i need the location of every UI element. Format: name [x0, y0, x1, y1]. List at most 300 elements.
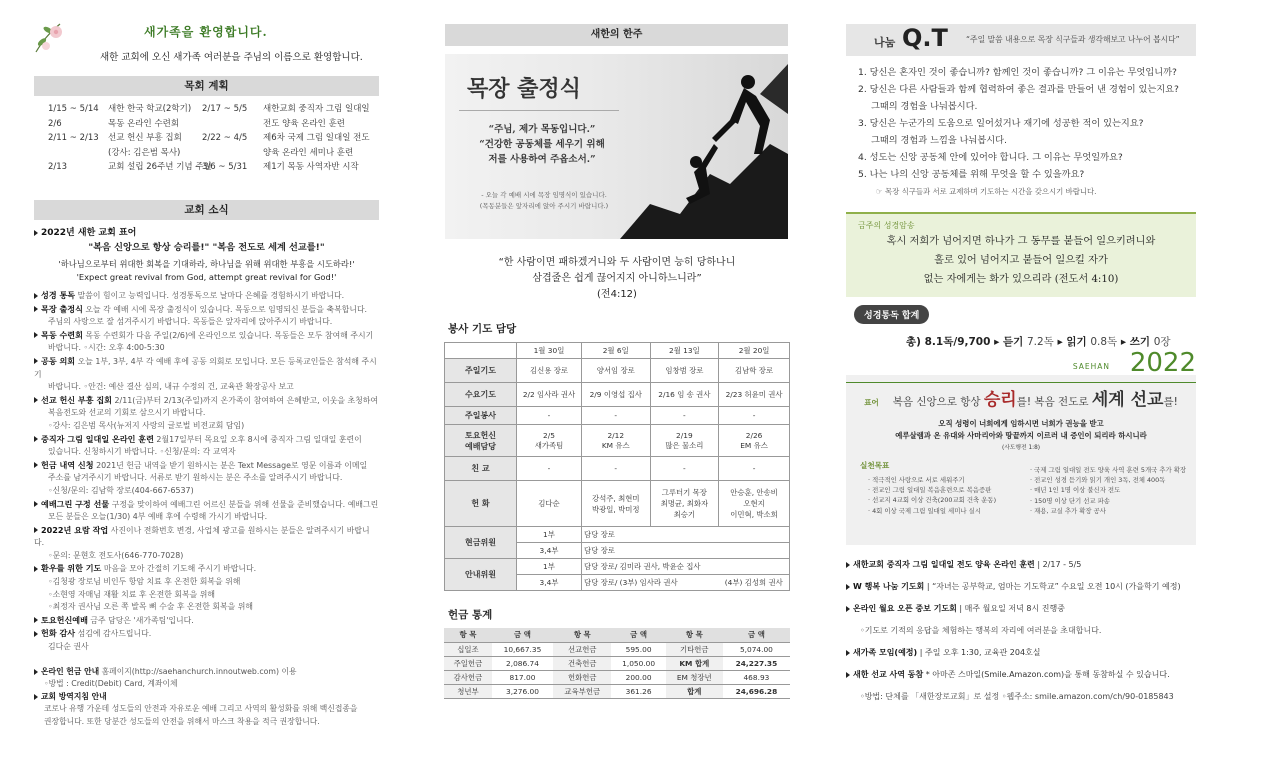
plan-cell: 2/22 ~ 4/5 — [202, 133, 248, 143]
news-item-line — [34, 614, 379, 628]
poster-quote-3: 저를 사용하여 주옵소서.” — [488, 154, 596, 165]
duty-cell: - — [581, 457, 650, 481]
poster-divider — [459, 110, 619, 111]
duty-row-label: 주일기도 — [445, 359, 517, 383]
offering-amount: 24,227.35 — [723, 656, 790, 670]
practice-goal-item: · 전교인 그림 일대일 복음훈련으로 복음증판 — [868, 486, 992, 495]
year-motto — [846, 385, 1196, 410]
middle-column — [428, 0, 800, 771]
plan-header: 목회 계획 — [34, 76, 379, 96]
year-motto-scripture-2: 예루살렘과 온 유대와 사마리아와 땅끝까지 이르러 내 증인이 되리라 하시니라 — [895, 431, 1147, 440]
year-motto-victory: 승리 — [983, 390, 1017, 410]
bullet-icon — [34, 462, 38, 468]
news-item — [34, 394, 379, 433]
duty-title: 봉사 기도 담당 — [448, 323, 517, 335]
news-item-detail: 주소를 남겨주시기 바랍니다. 서류로 받기 원하시는 분은 주소를 알려주시기 바랍니다. — [48, 473, 343, 483]
memory-verse-title: 금주의 성경암송 — [858, 221, 915, 230]
welcome-section — [34, 18, 379, 70]
news-item-detail: ◦소현영 자매님 재활 치료 후 온전한 회복을 위해 — [48, 589, 216, 599]
bullet-icon — [34, 617, 38, 623]
offering-row — [444, 670, 790, 684]
news-item-line — [34, 627, 379, 641]
duty-cell: 2/16 임 송 권사 — [650, 383, 719, 407]
year-label: SAEHAN — [1072, 362, 1110, 371]
news-item-title: 공동 의회 — [41, 355, 76, 366]
offering-header: 금 액 — [492, 628, 553, 642]
duty-cell: 양서임 장로 — [581, 359, 650, 383]
duty-row-label: 토요헌신 예배담당 — [445, 425, 517, 457]
greeter-assignee: 담당 장로 — [581, 543, 789, 559]
year-motto-part-2: 를! 복음 전도로 — [1016, 396, 1092, 408]
news-item-title: 2022년 요람 작업 — [41, 524, 109, 535]
news-item — [34, 459, 379, 498]
duty-cell: 2/9 이영섭 집사 — [581, 383, 650, 407]
offering-title: 헌금 통계 — [448, 609, 493, 621]
notice-line — [846, 603, 1280, 615]
news-item-text: 섬김에 감사드립니다. — [75, 629, 152, 639]
plan-cell: 교회 설립 26주년 기념 주일 — [108, 162, 212, 172]
offering-amount: 1,050.00 — [611, 656, 665, 670]
offering-amount: 24,696.28 — [723, 684, 790, 698]
news-item-detail: ◦신청/문의: 김남학 장로(404-667-6537) — [48, 485, 194, 495]
week-header: 새한의 한주 — [445, 24, 788, 46]
year-motto-scripture-1: 오직 성령이 너희에게 임하시면 너희가 권능을 받고 — [938, 419, 1104, 428]
motto-korean: '하나님으로부터 위대한 회복을 기대하라, 하나님을 위해 위대한 부흥을 시도하라!' — [58, 259, 355, 269]
duty-cell: 김남학 장로 — [719, 359, 790, 383]
duty-date: 2월 6일 — [581, 343, 650, 359]
usher-assignee-extra: (4부) 김성희 권사 — [719, 575, 790, 591]
usher-assignee: 담당 장로/ (3부) 임사라 권사 — [581, 575, 718, 591]
duty-date: 2월 20일 — [719, 343, 790, 359]
offering-amount: 2,086.74 — [492, 656, 553, 670]
plan-row — [34, 146, 379, 161]
notice-item — [846, 559, 1280, 571]
motto-line: "복음 신앙으로 항상 승리를!" "복음 전도로 세계 선교를!" — [88, 242, 325, 253]
duty-cell: - — [517, 407, 582, 425]
notice-line — [846, 581, 1280, 593]
news-item-title: 중직자 그림 일대일 온라인 훈련 — [41, 433, 154, 444]
plan-cell: 2/11 ~ 2/13 — [48, 133, 99, 143]
offering-row — [444, 684, 790, 698]
poster-note-2: (목동분들은 앞자리에 앉아 주시기 바랍니다.) — [479, 202, 609, 210]
duty-cell: 2/2 임사라 권사 — [517, 383, 582, 407]
offering-header: 금 액 — [611, 628, 665, 642]
qt-question-2: 2. 당신은 다른 사람들과 함께 협력하여 좋은 결과를 만들어 낸 경험이 있는지요? — [858, 84, 1179, 95]
memory-verse-box — [846, 212, 1196, 297]
offering-amount: 817.00 — [492, 670, 553, 684]
climbers-silhouette-icon — [620, 54, 788, 239]
news-item-line — [34, 303, 379, 317]
bullet-icon — [846, 650, 850, 656]
duty-row-label: 수요기도 — [445, 383, 517, 407]
news-item-detail: 있습니다. 신청하시기 바랍니다. ◦신청/문의: 각 교역자 — [48, 447, 236, 457]
bible-listen-value: 7.2독 — [1026, 336, 1054, 348]
news-item-title: 목장 출정식 — [41, 303, 83, 314]
covid-text: 코로나 유행 가운데 성도들의 안전과 자유로운 예배 그리고 사역의 활성화를 위해 백신접종을 — [44, 704, 358, 714]
duty-cell: 김다순 — [517, 481, 582, 527]
duty-cell: 강석주, 최현미 박광일, 박미정 — [581, 481, 650, 527]
offering-header: 금 액 — [723, 628, 790, 642]
duty-row — [445, 359, 790, 383]
scripture-verse — [442, 255, 792, 303]
qt-subtitle: “주일 말씀 내용으로 목장 식구들과 생각해보고 나누어 봅시다” — [966, 35, 1180, 44]
news-item-detail: 바랍니다. ◦안건: 예산 결산 심의, 내규 수정의 건, 교육관 확장공사 보고 — [48, 382, 294, 392]
offering-row — [444, 642, 790, 656]
duty-cell: 2/23 허윤미 권사 — [719, 383, 790, 407]
news-item-line — [34, 498, 379, 512]
news-item — [34, 289, 379, 303]
notice-title: 새한교회 중직자 그림 일대일 전도 양육 온라인 훈련 — [853, 560, 1035, 569]
news-items — [34, 289, 379, 654]
year-motto-mission: 세계 선교 — [1091, 390, 1164, 410]
notice-item — [846, 669, 1280, 703]
notice-line — [846, 647, 1280, 659]
offering-amount: 10,667.35 — [492, 642, 553, 656]
news-item-text: 사진이나 전화번호 변경, 사업체 광고를 원하시는 분들은 알려주시기 바랍니다. — [34, 525, 370, 548]
news-item-title: 헌화 감사 — [41, 628, 76, 639]
notice-item — [846, 603, 1280, 637]
notice-item — [846, 647, 1280, 659]
news-item-line — [34, 459, 379, 473]
bullet-icon — [34, 293, 38, 299]
bullet-icon — [34, 631, 38, 637]
news-item-text: 구정을 맞이하여 예배그린 어르신 분들을 위해 선물을 준비했습니다. 예배그린 — [109, 499, 379, 509]
usher-assignee: 담당 장로/ 김미라 권사, 박윤순 집사 — [581, 559, 718, 575]
online-offering-title: 온라인 헌금 안내 — [41, 666, 100, 676]
offering-amount: 361.26 — [611, 684, 665, 698]
practice-goal-item: · 국제 그림 일대일 전도 양육 사역 훈련 5개국 추가 확장 — [1030, 466, 1187, 474]
memory-verse-line-3: 없는 자에게는 화가 있으리라 (전도서 4:10) — [923, 274, 1119, 285]
news-item-detail: ◦최정자 권사님 오른 쪽 발목 뼈 수술 후 온전한 회복을 위해 — [48, 602, 254, 612]
news-item-text: 오늘 각 예배 시에 목장 출정식이 있습니다. 목동으로 임명되신 분들을 축복합니다. — [82, 304, 368, 314]
bible-read-value: 0.8독 — [1090, 336, 1118, 348]
duty-row — [445, 407, 790, 425]
online-offering-text: 홈페이지(http://saehanchurch.innoutweb.com) 이용 — [101, 666, 297, 676]
news-item — [34, 433, 379, 459]
news-item-line — [34, 433, 379, 447]
online-offering-method: ◦방법 : Credit(Debit) Card, 계좌이체 — [44, 679, 178, 689]
news-item-detail: 바랍니다. ◦시간: 오후 4:00-5:30 — [48, 343, 165, 353]
offering-header-row — [444, 628, 790, 642]
duty-cell: - — [719, 457, 790, 481]
plan-cell: 선교 헌신 부흥 집회 — [108, 133, 182, 143]
notice-text: * 아마존 스마일(Smile.Amazon.com)을 통해 동참하실 수 있습니다. — [923, 670, 1170, 679]
year-motto-part-1: 복음 신앙으로 항상 — [892, 396, 984, 408]
news-item-title: 예배그린 구정 선물 — [41, 498, 110, 509]
practice-goals-left — [868, 475, 1028, 516]
duty-row — [445, 383, 790, 407]
bible-write-label: ▸ 쓰기 — [1120, 336, 1151, 348]
news-item-detail: 김다순 권사 — [48, 642, 89, 652]
news-item-detail: ◦문의: 문현호 전도사(646-770-7028) — [48, 550, 184, 560]
usher-row — [445, 559, 790, 575]
plan-cell: 목동 온라인 수련회 — [108, 118, 180, 129]
plan-cell: 제6차 국제 그림 일대일 전도 — [263, 133, 370, 143]
year-number: 2022 — [1129, 348, 1196, 378]
bible-write-value: 0장 — [1153, 336, 1171, 348]
notice-text: | 주일 오후 1:30, 교육관 204호실 — [917, 648, 1041, 657]
plan-row — [34, 117, 379, 132]
bullet-icon — [34, 566, 38, 572]
duty-cell: - — [650, 407, 719, 425]
bible-reading-badge: 성경통독 합계 — [854, 305, 929, 324]
offering-row — [444, 656, 790, 670]
memory-verse-line-1: 혹시 저희가 넘어지면 하나가 그 동무를 붙들어 일으키려니와 — [886, 236, 1156, 247]
bullet-icon — [846, 606, 850, 612]
news-item-line — [34, 562, 379, 576]
verse-line-1: “한 사람이면 패하겠거니와 두 사람이면 능히 당하나니 — [498, 257, 736, 268]
duty-row — [445, 425, 790, 457]
news-header: 교회 소식 — [34, 200, 379, 220]
notice-title: 새한 선교 사역 동참 — [853, 670, 924, 679]
duty-cell: 2/26 EM 유스 — [719, 425, 790, 457]
offering-item: 청년부 — [444, 684, 492, 698]
offering-amount: 3,276.00 — [492, 684, 553, 698]
bible-read-label: ▸ 읽기 — [1057, 336, 1087, 348]
duty-cell: 2/12 KM 유스 — [581, 425, 650, 457]
news-item — [34, 614, 379, 628]
plan-cell: 제1기 목동 사역자반 시작 — [263, 162, 359, 172]
bullet-icon — [34, 397, 38, 403]
duty-cell: 그루터기 목장 최명균, 최화자 최승기 — [650, 481, 719, 527]
bullet-icon — [34, 501, 38, 507]
plan-cell: 새한교회 중직자 그림 일대일 — [263, 104, 370, 114]
duty-row-label: 헌 화 — [445, 481, 517, 527]
offering-item: 헌화헌금 — [553, 670, 611, 684]
motto-title: 2022년 새한 교회 표어 — [41, 228, 137, 238]
bible-total-label: 총) — [906, 336, 921, 348]
practice-goal-item: · 150명 이상 단기 선교 파송 — [1030, 496, 1110, 505]
offering-header: 항 목 — [444, 628, 492, 642]
bible-reading-stats — [906, 334, 1171, 349]
duty-cell: 2/19 많은 물소리 — [650, 425, 719, 457]
year-motto-scripture — [846, 418, 1196, 442]
motto-heading — [34, 226, 379, 241]
duty-date: 1월 30일 — [517, 343, 582, 359]
news-item-title: 헌금 내역 신청 — [41, 459, 94, 470]
news-item — [34, 329, 379, 355]
practice-goal-item: · 전교인 성경 듣기와 읽기 개인 3독, 전체 400독 — [1030, 476, 1166, 485]
news-item-text: 오늘 1부, 3부, 4부 각 예배 후에 공동 의회로 모입니다. 모든 등록교인들은 참석해 주시기 — [34, 356, 377, 379]
notice-title: 온라인 월요 오픈 중보 기도회 — [853, 604, 957, 613]
news-item — [34, 627, 379, 653]
news-item-detail: ◦김청광 장로님 비인두 항암 치료 후 온전한 회복을 위해 — [48, 577, 241, 587]
offering-item: 기타헌금 — [666, 642, 723, 656]
plan-cell: 새한 한국 학교(2학기) — [108, 104, 192, 114]
news-item-line — [34, 329, 379, 343]
offering-item: 합계 — [666, 684, 723, 698]
right-column — [830, 0, 1280, 771]
news-item-text: 목동 수련회가 다음 주일(2/6)에 온라인으로 있습니다. 목동들은 모두 참여해 주시기 — [82, 330, 374, 340]
practice-goal-item: · 적극적인 사랑으로 서로 세워주기 — [868, 476, 965, 484]
memory-verse-line-2: 홀로 있어 넘어지고 붙들어 일으킬 자가 — [934, 255, 1108, 266]
bullet-icon — [34, 358, 38, 364]
covid-title: 교회 방역지침 안내 — [41, 691, 107, 701]
plan-cell: 1/15 ~ 5/14 — [48, 104, 99, 114]
online-offering — [34, 666, 379, 729]
poster-quote-1: “주님, 제가 목동입니다.” — [488, 124, 596, 135]
news-item — [34, 303, 379, 329]
bullet-icon — [846, 562, 850, 568]
greeter-service: 3,4부 — [517, 543, 582, 559]
year-motto-box — [846, 375, 1196, 545]
greeter-label: 현금위원 — [445, 527, 517, 559]
offering-item: 주일헌금 — [444, 656, 492, 670]
poster-note — [459, 190, 629, 212]
plan-schedule — [34, 102, 379, 198]
usher-assignee-extra — [719, 559, 790, 575]
news-item-text: 말씀이 힘이고 능력입니다. 성경통독으로 날마다 은혜를 경험하시기 바랍니다. — [75, 291, 345, 300]
offering-item: 감사헌금 — [444, 670, 492, 684]
plan-cell: 2/6 — [48, 118, 62, 129]
duty-row — [445, 457, 790, 481]
news-item-title: 선교 헌신 부흥 집회 — [41, 394, 113, 405]
duty-row-label: 친 교 — [445, 457, 517, 481]
greeter-assignee: 담당 장로 — [581, 527, 789, 543]
qt-question-1: 1. 당신은 혼자인 것이 좋습니까? 함께인 것이 좋습니까? 그 이유는 무엇입니까? — [858, 67, 1177, 78]
news-item — [34, 524, 379, 563]
qt-questions — [858, 64, 1280, 200]
bullet-icon — [846, 672, 850, 678]
practice-goal-item: · 매년 1인 1명 이상 불신자 전도 — [1030, 486, 1121, 495]
news-item-line — [34, 524, 379, 550]
poster-image — [445, 54, 788, 239]
plan-cell: 2/17 ~ 5/5 — [202, 104, 248, 114]
notice-title: 새가족 모임(예정) — [853, 648, 918, 657]
news-item-title: 성경 통독 — [41, 290, 76, 300]
bullet-icon — [34, 230, 38, 236]
duty-cell: 2/5 새가족팀 — [517, 425, 582, 457]
usher-service: 3,4부 — [517, 575, 582, 591]
bullet-icon — [846, 584, 850, 590]
news-item — [34, 498, 379, 524]
news-item-text: 2021년 헌금 내역을 받기 원하시는 분은 Text Message로 영문 이름과 이메일 — [93, 460, 368, 470]
welcome-title: 새가족을 환영합니다. — [144, 25, 268, 39]
offering-item: 교육부헌금 — [553, 684, 611, 698]
plan-row — [34, 102, 379, 117]
usher-label: 안내위원 — [445, 559, 517, 591]
offering-amount: 200.00 — [611, 670, 665, 684]
offering-item: 선교헌금 — [553, 642, 611, 656]
bullet-icon — [34, 527, 38, 533]
poster-title: 목장 출정식 — [467, 77, 581, 102]
news-item-title: 환우를 위한 기도 — [41, 563, 102, 574]
news-item — [34, 562, 379, 613]
bullet-icon — [34, 332, 38, 338]
usher-service: 1부 — [517, 559, 582, 575]
qt-question-3: 3. 당신은 누군가의 도움으로 일어섰거나 재기에 성공한 적이 있는지요? — [858, 118, 1144, 129]
year-motto-end: 를! — [1163, 396, 1178, 408]
offering-item: EM 청장년 — [666, 670, 723, 684]
offering-header: 항 목 — [553, 628, 611, 642]
notice-text: | 매주 월요일 저녁 8시 진행중 — [956, 604, 1065, 613]
greeter-service: 1부 — [517, 527, 582, 543]
bible-total-value: 8.1독/9,700 — [924, 336, 991, 348]
duty-row — [445, 481, 790, 527]
notice-line — [846, 559, 1280, 571]
notice-text: | “자녀는 공부학교, 엄마는 기도학교” 수요일 오전 10시 (가을학기 예정) — [924, 582, 1181, 591]
practice-goals-title: 실천목표 — [860, 461, 890, 470]
verse-reference: (전4:12) — [597, 289, 637, 300]
plan-cell: 3/6 ~ 5/31 — [202, 162, 248, 172]
duty-corner — [445, 343, 517, 359]
qt-question-3b: 그때의 경험과 느낌을 나눠봅시다. — [871, 135, 1007, 146]
plan-cell: 양육 온라인 세미나 훈련 — [263, 147, 354, 158]
notice-item — [846, 581, 1280, 593]
practice-goal-item: · 4회 이상 국제 그림 일대일 세미나 실시 — [868, 506, 981, 515]
offering-header: 항 목 — [666, 628, 723, 642]
bible-listen-label: ▸ 듣기 — [994, 336, 1024, 348]
welcome-subtitle: 새한 교회에 오신 새가족 여러분을 주님의 이름으로 환영합니다. — [100, 52, 363, 63]
practice-goals — [860, 461, 1196, 533]
notice-title: W 행복 나눔 기도회 — [853, 582, 925, 591]
bullet-icon — [34, 669, 38, 675]
qt-question-4: 4. 성도는 신앙 공동체 안에 있어야 합니다. 그 이유는 무엇일까요? — [858, 152, 1123, 163]
left-column — [0, 0, 405, 771]
qt-question-2b: 그때의 경험을 나눠봅시다. — [871, 101, 978, 112]
plan-cell: (강사: 김은범 목사) — [108, 147, 181, 158]
duty-cell: - — [581, 407, 650, 425]
news-item-text: 금주 담당은 '새가족팀'입니다. — [87, 615, 194, 625]
duty-row-label: 주일봉사 — [445, 407, 517, 425]
news-item-text: 마음을 모아 간절히 기도해 주시기 바랍니다. — [101, 564, 257, 574]
offering-table — [444, 628, 790, 699]
news-item-detail: 복음전도와 선교의 기회로 삼으시기 바랍니다. — [48, 408, 206, 418]
duty-cell: 김신용 장로 — [517, 359, 582, 383]
year-divider — [846, 382, 1196, 383]
memory-verse-body — [846, 232, 1196, 289]
qt-header — [846, 24, 1196, 56]
greeter-row — [445, 527, 790, 543]
practice-goals-right — [1030, 465, 1200, 516]
bullet-icon — [34, 694, 38, 700]
offering-amount: 5,074.00 — [723, 642, 790, 656]
news-item-title: 토요헌신예배 — [41, 614, 88, 625]
duty-header-row — [445, 343, 790, 359]
news-item-line — [34, 289, 379, 303]
news-item-detail: ◦강사: 김은범 목사(뉴저지 사랑의 글로벌 비전교회 담임) — [48, 420, 245, 430]
year-motto-reference: (사도행전 1:8) — [1001, 445, 1041, 451]
offering-amount: 595.00 — [611, 642, 665, 656]
news-item-detail: 주님의 사랑으로 잘 섬겨주시기 바랍니다. 목동들은 앞자리에 앉아주시기 바랍니다. — [48, 317, 333, 327]
notice-line — [846, 669, 1280, 681]
duty-date: 2월 13일 — [650, 343, 719, 359]
duty-cell: - — [650, 457, 719, 481]
bullet-icon — [34, 306, 38, 312]
duty-table — [444, 342, 790, 591]
year-motto-tag: 표어 — [864, 398, 879, 407]
notice-detail: ◦방법: 단체를 「새한장로교회」로 설정 ◦웹주소: smile.amazon.com/ch/90-0185843 — [860, 692, 1174, 701]
news-item-text: 2/11(금)부터 2/13(주일)까지 온가족이 참여하여 은혜받고, 이웃을 초청하여 — [112, 395, 379, 405]
covid-more: 권장합니다. 또한 당분간 성도들의 안전을 위해서 마스크 착용을 적극 권장합니다. — [44, 716, 320, 726]
duty-cell: - — [719, 407, 790, 425]
news-item-title: 목동 수련회 — [41, 329, 83, 340]
offering-item: 건축헌금 — [553, 656, 611, 670]
offering-item: 십일조 — [444, 642, 492, 656]
verse-line-2: 삼겹줄은 쉽게 끊어지지 아니하느니라” — [532, 273, 702, 284]
motto-english: 'Expect great revival from God, attempt great revival for God!' — [76, 271, 337, 282]
duty-cell: 안승훈, 안송비 오현지 이민혁, 박소희 — [719, 481, 790, 527]
poster-quote — [467, 122, 617, 167]
news-item — [34, 355, 379, 394]
notices-list — [846, 559, 1280, 703]
plan-cell: 2/13 — [48, 162, 68, 172]
qt-title: Q.T — [902, 24, 948, 52]
offering-item: KM 합계 — [666, 656, 723, 670]
qt-note: ☞ 목장 식구들과 서로 교제하며 기도하는 시간을 갖으시기 바랍니다. — [876, 187, 1097, 196]
plan-cell: 전도 양육 온라인 훈련 — [263, 118, 346, 129]
duty-cell: 임창범 장로 — [650, 359, 719, 383]
